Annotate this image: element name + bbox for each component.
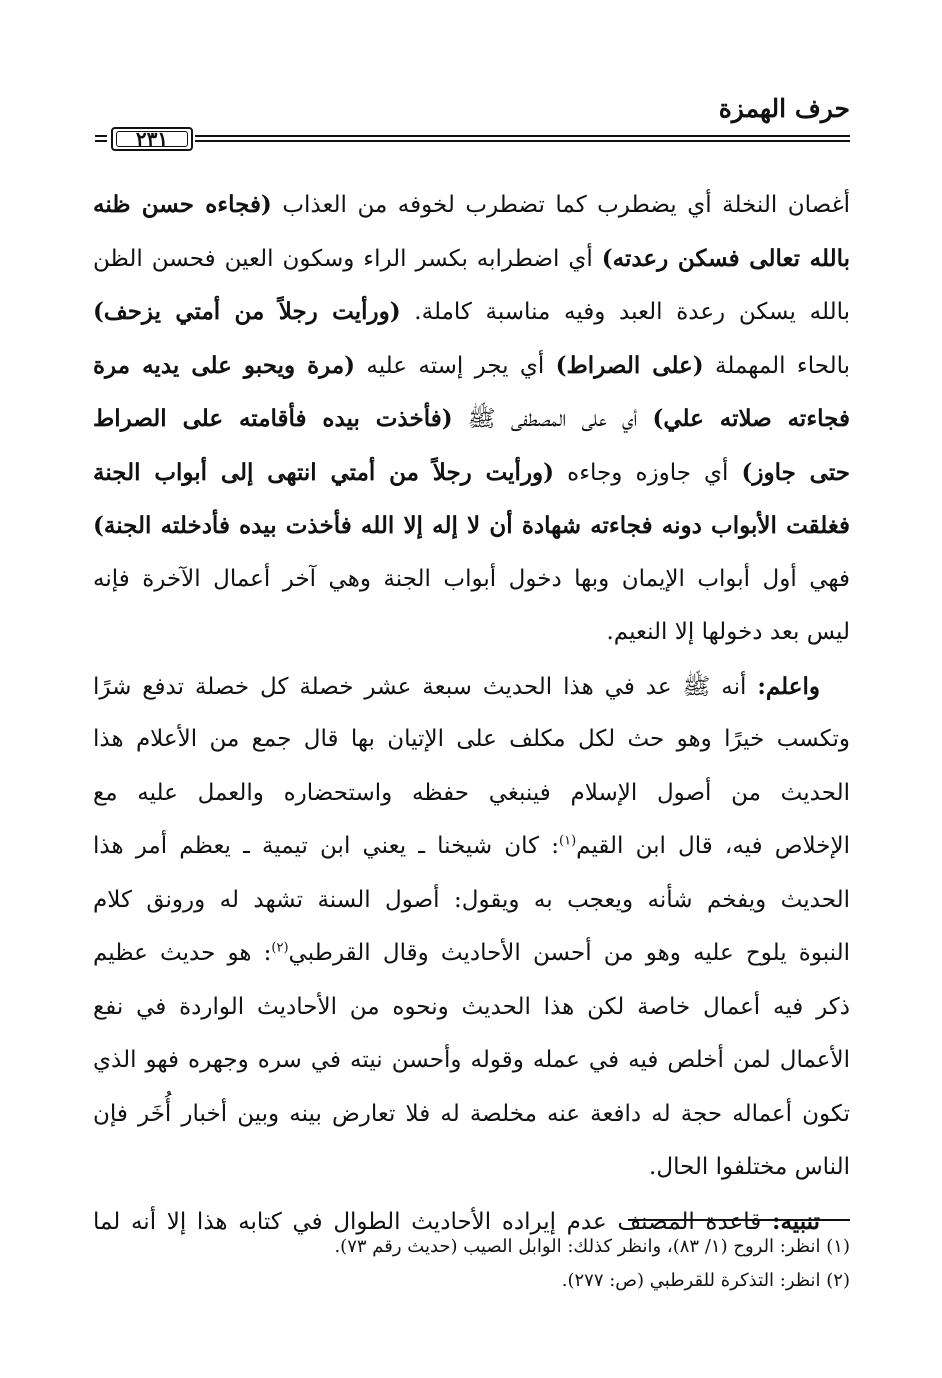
text-line: الأعمال لمن أخلص فيه في عمله وقوله وأحسن نيته في سره وجهره فهو الذي xyxy=(93,1047,850,1073)
footnote-marker: (٢) xyxy=(271,940,289,956)
text-line: الناس مختلفوا الحال. xyxy=(649,1154,850,1180)
header-rule xyxy=(95,127,850,151)
header-rule-left xyxy=(95,135,107,142)
text-line: ذكر فيه أعمال خاصة لكن هذا الحديث ونحوه من الأحاديث الواردة في نفع xyxy=(93,993,850,1020)
text-line: الإخلاص فيه، قال ابن القيم$^{(١)}$: كان شيخنا ـ يعني ابن تيمية ـ يعظم أمر هذا xyxy=(93,833,850,859)
footnote-2: (٢) انظر: التذكرة للقرطبي (ص: ٢٧٧). xyxy=(561,1270,850,1291)
text-line: بالحاء المهملة (على الصراط) أي يجر إسته عليه (مرة ويحبو على يديه مرة xyxy=(93,351,850,379)
page-header xyxy=(95,92,850,152)
text-line: فجاءته صلاته علي) أي على المصطفى ﷺ (فأخذت بيده فأقامته على الصراط xyxy=(93,405,850,432)
text-line: بالله تعالى فسكن رعدته) أي اضطرابه بكسر الراء وسكون العين فحسن الظن xyxy=(93,244,850,272)
page-number: ٢٣١ xyxy=(135,127,169,151)
chapter-title: حرف الهمزة xyxy=(718,94,850,123)
text-line: واعلم: أنه ﷺ عد في هذا الحديث سبعة عشر خصلة كل خصلة تدفع شرًا xyxy=(93,672,820,700)
text-line: بالله يسكن رعدة العبد وفيه مناسبة كاملة. (ورأيت رجلاً من أمتي يزحف) xyxy=(93,298,850,325)
page-number-box xyxy=(111,127,193,151)
footnote-1: (١) انظر: الروح (١/ ٨٣)، وانظر كذلك: الوابل الصيب (حديث رقم ٧٣). xyxy=(334,1236,850,1257)
text-line: أغصان النخلة أي يضطرب كما تضطرب لخوفه من العذاب (فجاءه حسن ظنه xyxy=(93,191,850,218)
text-line: حتى جاوز) أي جاوزه وجاءه (ورأيت رجلاً من أمتي انتهى إلى أبواب الجنة xyxy=(93,458,850,486)
body-text xyxy=(93,178,850,1248)
text-line: الحديث ويفخم شأنه ويعجب به ويقول: أصول السنة تشهد له ورونق كلام xyxy=(93,886,850,913)
text-line: تنبيه: قاعدة المصنف عدم إيراده الأحاديث الطوال في كتابه هذا إلا أنه لما xyxy=(93,1207,820,1235)
text-line: وتكسب خيرًا وهو حث لكل مكلف على الإتيان بها قال جمع من الأعلام هذا xyxy=(93,726,850,752)
footnote-separator xyxy=(628,1219,850,1221)
text-line: فهي أول أبواب الإيمان وبها دخول أبواب الجنة وهي آخر أعمال الآخرة فإنه xyxy=(93,565,850,592)
text-line: الحديث من أصول الإسلام فينبغي حفظه واستحضاره والعمل عليه مع xyxy=(93,779,850,806)
text-line: فغلقت الأبواب دونه فجاءته شهادة أن لا إله إلا الله فأخذت بيده فأدخلته الجنة) xyxy=(93,512,850,539)
footnotes xyxy=(93,1230,850,1298)
footnote-marker: (١) xyxy=(559,833,577,849)
text-line: تكون أعماله حجة له دافعة عنه مخلصة له فلا تعارض بينه وبين أخبار أُخَر فإن xyxy=(93,1100,850,1127)
text-line: ليس بعد دخولها إلا النعيم. xyxy=(606,619,850,645)
header-rule-right xyxy=(195,135,850,142)
text-line: النبوة يلوح عليه وهو من أحسن الأحاديث وقال القرطبي$^{(٢)}$: هو حديث عظيم xyxy=(93,940,850,966)
